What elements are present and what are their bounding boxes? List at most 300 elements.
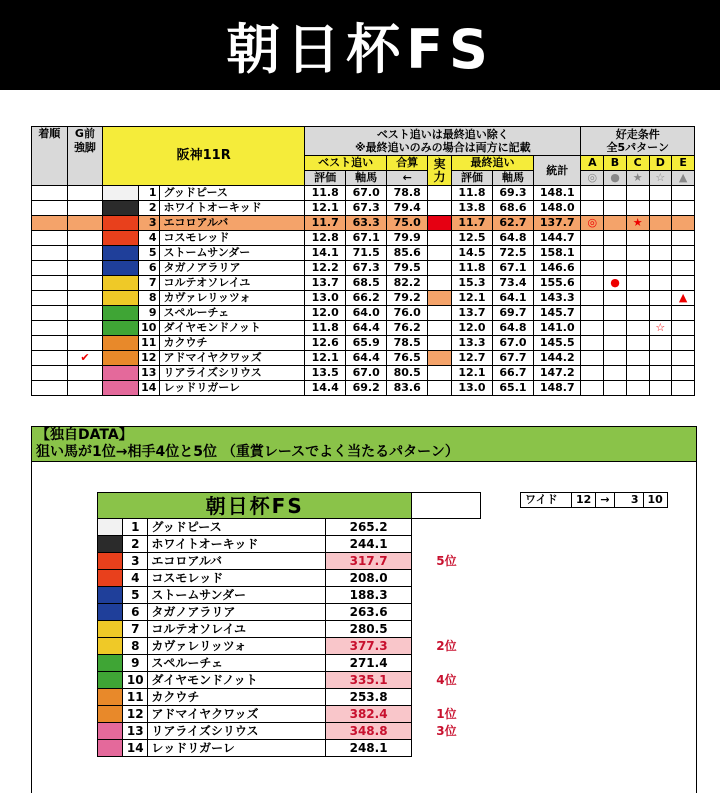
horse-number: 1 xyxy=(123,519,148,536)
pattern-mark xyxy=(581,201,604,216)
pattern-mark xyxy=(672,246,695,261)
horse-name: ストームサンダー xyxy=(148,587,325,604)
cell-jitsu xyxy=(428,261,452,276)
pattern-mark xyxy=(604,261,627,276)
cell-name: エコロアルバ xyxy=(160,216,305,231)
score-row xyxy=(98,672,481,689)
cell-name: グッドピース xyxy=(160,186,305,201)
cell-e1: 14.1 xyxy=(305,246,346,261)
cell-sum: 76.5 xyxy=(387,351,428,366)
cell-stat: 148.1 xyxy=(533,186,581,201)
horse-name: スペルーチェ xyxy=(148,655,325,672)
pattern-e-letter: E xyxy=(672,156,695,171)
pattern-mark xyxy=(626,276,649,291)
waku-color xyxy=(98,621,123,638)
pattern-mark xyxy=(672,276,695,291)
pattern-mark xyxy=(581,276,604,291)
waku-color xyxy=(98,536,123,553)
col-total: 合算 xyxy=(387,156,428,171)
cell-g xyxy=(67,231,103,246)
score-table-title: 朝日杯FS xyxy=(98,493,412,519)
pattern-mark xyxy=(581,291,604,306)
cell-e2: 12.7 xyxy=(451,351,492,366)
pattern-mark xyxy=(604,306,627,321)
cell-swatch xyxy=(103,246,139,261)
cell-sum: 79.4 xyxy=(387,201,428,216)
cell-g xyxy=(67,336,103,351)
horse-number: 14 xyxy=(123,740,148,757)
horse-score: 248.1 xyxy=(325,740,412,757)
cell-sum: 79.9 xyxy=(387,231,428,246)
col-finish-order: 着順 xyxy=(32,127,68,186)
cell-swatch xyxy=(103,201,139,216)
cell-a2: 64.8 xyxy=(492,321,533,336)
pattern-mark xyxy=(649,186,672,201)
pattern-mark xyxy=(604,246,627,261)
horse-score: 382.4 xyxy=(325,706,412,723)
condition-header xyxy=(581,127,695,156)
cell-a2: 67.7 xyxy=(492,351,533,366)
pattern-mark xyxy=(604,366,627,381)
horse-number: 13 xyxy=(123,723,148,740)
horse-row xyxy=(32,216,695,231)
score-table xyxy=(97,492,481,757)
horse-score: 317.7 xyxy=(325,553,412,570)
pattern-mark xyxy=(581,306,604,321)
cell-jitsu xyxy=(428,291,452,306)
page-title: 朝日杯FS xyxy=(0,0,720,90)
horse-name: カクウチ xyxy=(148,689,325,706)
cell-g xyxy=(67,366,103,381)
pattern-mark xyxy=(626,321,649,336)
pattern-mark xyxy=(649,381,672,396)
pattern-mark xyxy=(581,351,604,366)
cell-e2: 14.5 xyxy=(451,246,492,261)
cell-a2: 64.1 xyxy=(492,291,533,306)
horse-score: 188.3 xyxy=(325,587,412,604)
score-row xyxy=(98,655,481,672)
pattern-mark xyxy=(581,366,604,381)
pattern-mark xyxy=(604,231,627,246)
cell-jitsu xyxy=(428,231,452,246)
pattern-mark xyxy=(626,201,649,216)
cell-e2: 13.8 xyxy=(451,201,492,216)
cell-a1: 67.0 xyxy=(346,366,387,381)
horse-row xyxy=(32,291,695,306)
horse-score: 244.1 xyxy=(325,536,412,553)
cell-e1: 14.4 xyxy=(305,381,346,396)
cell-e1: 12.6 xyxy=(305,336,346,351)
horse-name: エコロアルバ xyxy=(148,553,325,570)
pattern-d-icon: ☆ xyxy=(649,171,672,186)
score-row xyxy=(98,570,481,587)
pattern-a-letter: A xyxy=(581,156,604,171)
pattern-mark xyxy=(626,246,649,261)
panel-header xyxy=(32,427,696,462)
pattern-mark xyxy=(626,381,649,396)
wide-arrow: → xyxy=(595,492,614,508)
horse-rank xyxy=(412,655,481,672)
pattern-mark xyxy=(649,276,672,291)
cell-no: 11 xyxy=(138,336,160,351)
pattern-mark xyxy=(649,201,672,216)
horse-row xyxy=(32,201,695,216)
pattern-b-icon: ● xyxy=(604,171,627,186)
cell-name: コルテオソレイユ xyxy=(160,276,305,291)
pattern-mark xyxy=(649,261,672,276)
col-eval: 評価 xyxy=(305,171,346,186)
score-row xyxy=(98,638,481,655)
pattern-mark xyxy=(604,336,627,351)
cell-no: 7 xyxy=(138,276,160,291)
horse-number: 12 xyxy=(123,706,148,723)
horse-score: 265.2 xyxy=(325,519,412,536)
horse-number: 9 xyxy=(123,655,148,672)
cell-no: 13 xyxy=(138,366,160,381)
cell-swatch xyxy=(103,216,139,231)
cell-g: ✔ xyxy=(67,351,103,366)
pattern-mark xyxy=(672,261,695,276)
horse-number: 7 xyxy=(123,621,148,638)
cell-stat: 145.7 xyxy=(533,306,581,321)
cell-jitsu xyxy=(428,321,452,336)
cell-e2: 13.7 xyxy=(451,306,492,321)
pattern-mark xyxy=(649,336,672,351)
cell-name: ダイヤモンドノット xyxy=(160,321,305,336)
cell-e1: 13.7 xyxy=(305,276,346,291)
pattern-mark xyxy=(649,351,672,366)
pattern-mark xyxy=(649,306,672,321)
pattern-mark xyxy=(649,366,672,381)
cell-swatch xyxy=(103,351,139,366)
horse-rank: 3位 xyxy=(436,724,457,738)
cell-e2: 12.1 xyxy=(451,291,492,306)
horse-row xyxy=(32,351,695,366)
cell-no: 4 xyxy=(138,231,160,246)
cell-finish xyxy=(32,381,68,396)
pattern-c-icon: ★ xyxy=(626,171,649,186)
score-row xyxy=(98,740,481,757)
wide-axis: 12 xyxy=(571,492,596,508)
note-line-1: ベスト追いは最終追い除く xyxy=(376,128,509,141)
pattern-mark xyxy=(649,291,672,306)
waku-color xyxy=(98,587,123,604)
pattern-mark xyxy=(626,186,649,201)
cell-e1: 12.8 xyxy=(305,231,346,246)
pattern-mark xyxy=(672,351,695,366)
pattern-mark: ★ xyxy=(626,216,649,231)
cell-name: レッドリガーレ xyxy=(160,381,305,396)
score-row xyxy=(98,536,481,553)
cell-e2: 15.3 xyxy=(451,276,492,291)
cell-a1: 64.4 xyxy=(346,351,387,366)
cell-e1: 12.0 xyxy=(305,306,346,321)
horse-score: 377.3 xyxy=(325,638,412,655)
pattern-d-letter: D xyxy=(649,156,672,171)
waku-color xyxy=(98,604,123,621)
horse-name: グッドピース xyxy=(148,519,325,536)
pattern-mark xyxy=(626,261,649,276)
pattern-mark xyxy=(672,201,695,216)
horse-row xyxy=(32,321,695,336)
cell-a1: 67.3 xyxy=(346,201,387,216)
cell-stat: 148.0 xyxy=(533,201,581,216)
cell-g xyxy=(67,276,103,291)
horse-rank xyxy=(412,604,481,621)
col-eval-final: 評価 xyxy=(451,171,492,186)
cell-a2: 66.7 xyxy=(492,366,533,381)
cell-name: ホワイトオーキッド xyxy=(160,201,305,216)
cell-name: コスモレッド xyxy=(160,231,305,246)
cell-finish xyxy=(32,186,68,201)
pattern-mark xyxy=(626,306,649,321)
pattern-mark xyxy=(581,336,604,351)
cell-g xyxy=(67,261,103,276)
wide-label: ワイド xyxy=(520,492,572,508)
cell-name: リアライズシリウス xyxy=(160,366,305,381)
pattern-a-icon: ◎ xyxy=(581,171,604,186)
score-row xyxy=(98,689,481,706)
waku-color xyxy=(98,689,123,706)
waku-color xyxy=(98,723,123,740)
horse-rank xyxy=(412,740,481,757)
training-data-table xyxy=(31,126,695,396)
cell-finish xyxy=(32,276,68,291)
pattern-mark: ☆ xyxy=(649,321,672,336)
horse-number: 4 xyxy=(123,570,148,587)
waku-color xyxy=(98,570,123,587)
cell-e2: 13.0 xyxy=(451,381,492,396)
cell-e1: 11.8 xyxy=(305,186,346,201)
pattern-mark xyxy=(649,216,672,231)
pattern-e-icon: ▲ xyxy=(672,171,695,186)
horse-number: 8 xyxy=(123,638,148,655)
cell-stat: 141.0 xyxy=(533,321,581,336)
horse-row xyxy=(32,186,695,201)
cell-a1: 67.3 xyxy=(346,261,387,276)
horse-number: 3 xyxy=(123,553,148,570)
cell-stat: 158.1 xyxy=(533,246,581,261)
cell-e1: 12.1 xyxy=(305,201,346,216)
pattern-mark xyxy=(672,381,695,396)
cell-a1: 64.0 xyxy=(346,306,387,321)
cell-name: アドマイヤクワッズ xyxy=(160,351,305,366)
pattern-mark xyxy=(672,366,695,381)
horse-rank xyxy=(412,536,481,553)
cell-stat: 146.6 xyxy=(533,261,581,276)
horse-rank xyxy=(412,621,481,638)
cell-a1: 67.1 xyxy=(346,231,387,246)
horse-name: コスモレッド xyxy=(148,570,325,587)
cell-g xyxy=(67,291,103,306)
horse-name: カヴァレリッツォ xyxy=(148,638,325,655)
cell-sum: 82.2 xyxy=(387,276,428,291)
cell-sum: 76.2 xyxy=(387,321,428,336)
pattern-mark xyxy=(626,366,649,381)
cell-stat: 147.2 xyxy=(533,366,581,381)
cell-e1: 11.7 xyxy=(305,216,346,231)
pattern-mark xyxy=(672,231,695,246)
cell-a2: 65.1 xyxy=(492,381,533,396)
cell-no: 2 xyxy=(138,201,160,216)
cell-stat: 143.3 xyxy=(533,291,581,306)
horse-rank xyxy=(412,519,481,536)
pattern-mark xyxy=(604,201,627,216)
note-line-2: ※最終追いのみの場合は両方に記載 xyxy=(354,141,531,154)
cell-finish xyxy=(32,306,68,321)
cell-name: カヴァレリッツォ xyxy=(160,291,305,306)
cell-a1: 68.5 xyxy=(346,276,387,291)
cell-finish xyxy=(32,216,68,231)
horse-name: ダイヤモンドノット xyxy=(148,672,325,689)
cell-sum: 79.5 xyxy=(387,261,428,276)
horse-name: レッドリガーレ xyxy=(148,740,325,757)
wide-partner-1: 3 xyxy=(614,492,644,508)
pattern-mark xyxy=(649,246,672,261)
cell-a2: 68.6 xyxy=(492,201,533,216)
cell-a1: 63.3 xyxy=(346,216,387,231)
cell-finish xyxy=(32,336,68,351)
cell-jitsu xyxy=(428,276,452,291)
cell-name: スペルーチェ xyxy=(160,306,305,321)
cell-g xyxy=(67,321,103,336)
cell-a2: 64.8 xyxy=(492,231,533,246)
cell-e2: 11.7 xyxy=(451,216,492,231)
cell-a2: 73.4 xyxy=(492,276,533,291)
pattern-mark xyxy=(581,186,604,201)
col-ability: 実力 xyxy=(428,156,452,186)
horse-rank: 5位 xyxy=(436,554,457,568)
pattern-mark xyxy=(604,381,627,396)
cell-finish xyxy=(32,321,68,336)
cell-a1: 71.5 xyxy=(346,246,387,261)
waku-color xyxy=(98,706,123,723)
cell-swatch xyxy=(103,366,139,381)
cell-e1: 11.8 xyxy=(305,321,346,336)
cell-jitsu xyxy=(428,351,452,366)
cell-stat: 155.6 xyxy=(533,276,581,291)
cell-swatch xyxy=(103,276,139,291)
cell-e1: 13.5 xyxy=(305,366,346,381)
horse-rank: 4位 xyxy=(436,673,457,687)
pattern-mark xyxy=(604,321,627,336)
cell-a1: 67.0 xyxy=(346,186,387,201)
pattern-mark xyxy=(604,216,627,231)
cell-no: 3 xyxy=(138,216,160,231)
cell-no: 12 xyxy=(138,351,160,366)
waku-color xyxy=(98,553,123,570)
wide-bet xyxy=(521,492,668,508)
col-axis: 軸馬 xyxy=(346,171,387,186)
condition-line-2: 全5パターン xyxy=(606,141,669,154)
col-stats: 統計 xyxy=(533,156,581,186)
cell-name: タガノアラリア xyxy=(160,261,305,276)
cell-a1: 65.9 xyxy=(346,336,387,351)
pattern-b-letter: B xyxy=(604,156,627,171)
waku-color xyxy=(98,672,123,689)
cell-a2: 69.3 xyxy=(492,186,533,201)
cell-finish xyxy=(32,366,68,381)
waku-color xyxy=(98,655,123,672)
horse-row xyxy=(32,381,695,396)
horse-score: 271.4 xyxy=(325,655,412,672)
horse-name: リアライズシリウス xyxy=(148,723,325,740)
cell-e1: 13.0 xyxy=(305,291,346,306)
pattern-mark xyxy=(626,336,649,351)
panel-tag: 【独自DATA】 xyxy=(36,427,133,443)
score-row xyxy=(98,706,481,723)
horse-number: 2 xyxy=(123,536,148,553)
waku-color xyxy=(98,638,123,655)
cell-a2: 67.1 xyxy=(492,261,533,276)
cell-g xyxy=(67,306,103,321)
pattern-mark: ◎ xyxy=(581,216,604,231)
pattern-mark xyxy=(581,381,604,396)
horse-score: 208.0 xyxy=(325,570,412,587)
cell-stat: 148.7 xyxy=(533,381,581,396)
note-header xyxy=(305,127,581,156)
cell-swatch xyxy=(103,321,139,336)
cell-sum: 78.8 xyxy=(387,186,428,201)
cell-finish xyxy=(32,231,68,246)
cell-finish xyxy=(32,261,68,276)
cell-sum: 78.5 xyxy=(387,336,428,351)
cell-e1: 12.2 xyxy=(305,261,346,276)
horse-row xyxy=(32,261,695,276)
cell-swatch xyxy=(103,261,139,276)
horse-rank xyxy=(412,587,481,604)
col-gate-strong: G前強脚 xyxy=(67,127,103,186)
pattern-mark xyxy=(581,246,604,261)
wide-partner-2: 10 xyxy=(643,492,668,508)
cell-swatch xyxy=(103,336,139,351)
horse-name: タガノアラリア xyxy=(148,604,325,621)
pattern-mark xyxy=(626,291,649,306)
cell-a2: 69.7 xyxy=(492,306,533,321)
cell-jitsu xyxy=(428,216,452,231)
condition-line-1: 好走条件 xyxy=(615,128,660,141)
cell-e2: 11.8 xyxy=(451,186,492,201)
horse-score: 280.5 xyxy=(325,621,412,638)
cell-swatch xyxy=(103,291,139,306)
horse-score: 253.8 xyxy=(325,689,412,706)
cell-a1: 66.2 xyxy=(346,291,387,306)
cell-no: 6 xyxy=(138,261,160,276)
horse-name: コルテオソレイユ xyxy=(148,621,325,638)
horse-rank: 1位 xyxy=(436,707,457,721)
cell-e2: 12.0 xyxy=(451,321,492,336)
cell-e2: 12.5 xyxy=(451,231,492,246)
horse-number: 10 xyxy=(123,672,148,689)
cell-sum: 83.6 xyxy=(387,381,428,396)
cell-swatch xyxy=(103,306,139,321)
pattern-mark xyxy=(672,321,695,336)
cell-finish xyxy=(32,201,68,216)
cell-name: ストームサンダー xyxy=(160,246,305,261)
horse-row xyxy=(32,246,695,261)
score-row xyxy=(98,621,481,638)
pattern-mark: ● xyxy=(604,276,627,291)
horse-score: 348.8 xyxy=(325,723,412,740)
cell-no: 8 xyxy=(138,291,160,306)
col-axis-final: 軸馬 xyxy=(492,171,533,186)
cell-e2: 11.8 xyxy=(451,261,492,276)
pattern-mark xyxy=(626,231,649,246)
cell-no: 9 xyxy=(138,306,160,321)
cell-g xyxy=(67,201,103,216)
horse-number: 5 xyxy=(123,587,148,604)
horse-score: 335.1 xyxy=(325,672,412,689)
